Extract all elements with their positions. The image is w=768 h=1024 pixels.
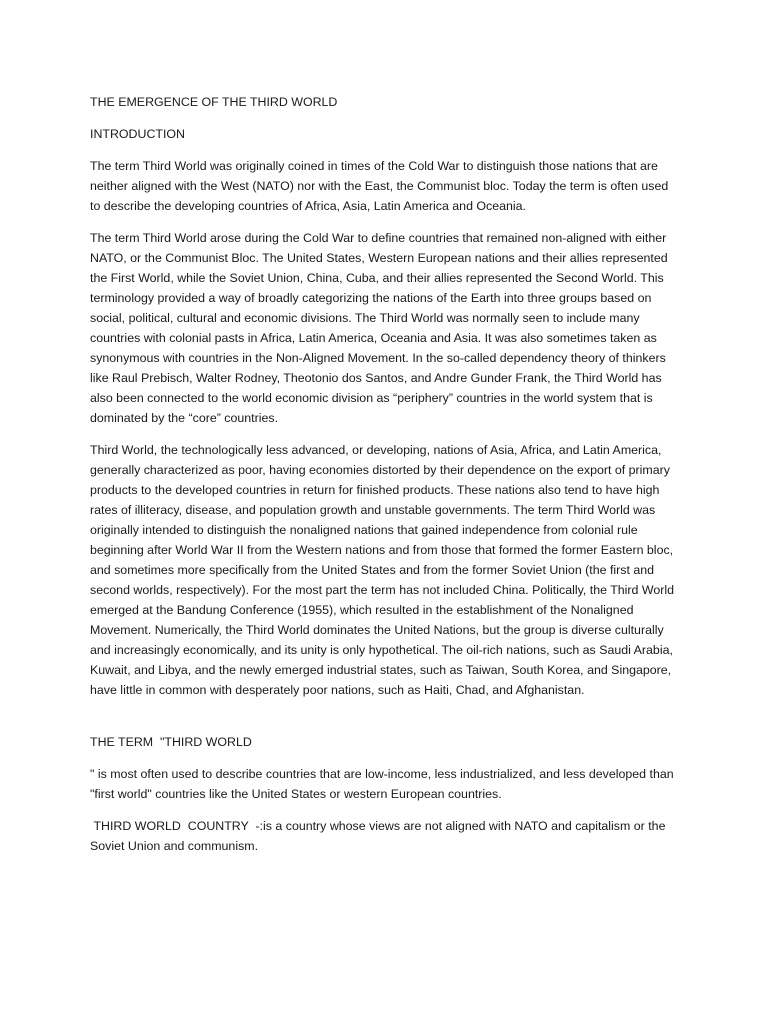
third-world-country-paragraph: THIRD WORLD COUNTRY -:is a country whose views are not aligned with NATO and capitalism or the Soviet Union and communism. [90, 819, 669, 853]
term-definition-paragraph: " is most often used to describe countries that are low-income, less industrialized, and less developed than "first world" countries like the United States or western European countries. [90, 767, 678, 801]
paragraph-1: The term Third World was originally coined in times of the Cold War to distinguish those nations that are neither aligned with the West (NATO) nor with the East, the Communist bloc. Today the term is often used to describe the developing countries of Africa, Asia, Latin America and Oceania. [90, 159, 672, 213]
paragraph-2: The term Third World arose during the Cold War to define countries that remained non-aligned with either NATO, or the Communist Bloc. The United States, Western European nations and their allies represented the First World, while the Soviet Union, China, Cuba, and their allies represented the Second World. This terminology provided a way of broadly categorizing the nations of the Earth into three groups based on social, political, cultural and economic divisions. The Third World was normally seen to include many countries with colonial pasts in Africa, Latin America, Oceania and Asia. It was also sometimes taken as synonymous with countries in the Non-Aligned Movement. In the so-called dependency theory of thinkers like Raul Prebisch, Walter Rodney, Theotonio dos Santos, and Andre Gunder Frank, the Third World has also been connected to the world economic division as “periphery” countries in the world system that is dominated by the “core” countries. [90, 231, 672, 425]
paragraph-3: Third World, the technologically less advanced, or developing, nations of Asia, Africa, and Latin America, generally characterized as poor, having economies distorted by their dependence on the export of primary products to the developed countries in return for finished products. These nations also tend to have high rates of illiteracy, disease, and population growth and unstable governments. The term Third World was originally intended to distinguish the nonaligned nations that gained independence from colonial rule beginning after World War II from the Western nations and from those that formed the former Eastern bloc, and sometimes more specifically from the United States and from the former Soviet Union (the first and second worlds, respectively). For the most part the term has not included China. Politically, the Third World emerged at the Bandung Conference (1955), which resulted in the establishment of the Nonaligned Movement. Numerically, the Third World dominates the United Nations, but the group is diverse culturally and increasingly economically, and its unity is only hypothetical. The oil-rich nations, such as Saudi Arabia, Kuwait, and Libya, and the newly emerged industrial states, such as Taiwan, South Korea, and Singapore, have little in common with desperately poor nations, such as Haiti, Chad, and Afghanistan. [90, 443, 678, 697]
heading-introduction: INTRODUCTION [90, 127, 185, 141]
document-title: THE EMERGENCE OF THE THIRD WORLD [90, 95, 338, 109]
heading-the-term: THE TERM "THIRD WORLD [90, 735, 252, 749]
document-page [90, 92, 680, 868]
